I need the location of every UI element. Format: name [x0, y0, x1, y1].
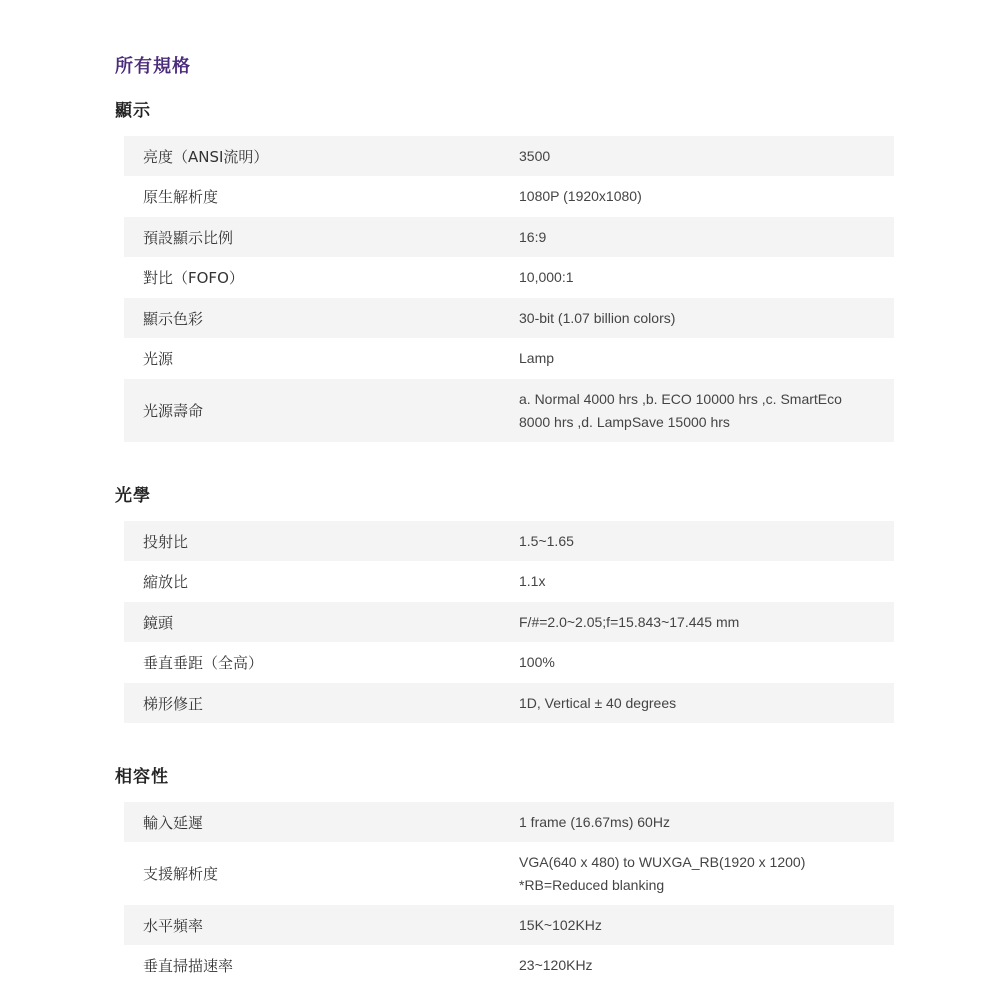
spec-value: 1080P (1920x1080): [519, 188, 642, 204]
spec-value: 1.1x: [519, 573, 546, 589]
spec-value: VGA(640 x 480) to WUXGA_RB(1920 x 1200) *RB=Reduced blanking: [519, 853, 806, 893]
spec-row: [124, 561, 894, 602]
spec-row: [124, 521, 894, 561]
spec-value: 3500: [519, 147, 551, 164]
spec-value: 16:9: [519, 228, 547, 245]
spec-row: [124, 136, 894, 176]
spec-label: 投射比: [143, 532, 189, 551]
spec-value: 23~120KHz: [519, 957, 593, 973]
spec-row: [124, 379, 894, 442]
spec-table-optics: [124, 521, 894, 723]
spec-row: [124, 338, 894, 379]
section-title-compatibility: 相容性: [115, 767, 169, 787]
spec-label: 原生解析度: [143, 188, 219, 206]
spec-value: 1 frame (16.67ms) 60Hz: [519, 813, 670, 830]
spec-label: 縮放比: [143, 573, 189, 591]
section-title-display: 顯示: [115, 101, 151, 121]
spec-row: [124, 683, 894, 723]
spec-label: 鏡頭: [143, 613, 174, 632]
spec-label: 水平頻率: [143, 916, 204, 935]
spec-row: [124, 802, 894, 842]
spec-row: [124, 842, 894, 905]
spec-label: 垂直掃描速率: [143, 957, 234, 975]
spec-row: [124, 602, 894, 642]
spec-value: 15K~102KHz: [519, 916, 602, 933]
page-title: 所有規格: [115, 56, 191, 77]
spec-value: 1.5~1.65: [519, 532, 574, 549]
spec-row: [124, 217, 894, 257]
spec-label: 垂直垂距（全高）: [143, 654, 264, 672]
spec-label: 預設顯示比例: [143, 228, 234, 247]
spec-value: a. Normal 4000 hrs ,b. ECO 10000 hrs ,c. SmartEco 8000 hrs ,d. LampSave 15000 hrs: [519, 390, 842, 430]
spec-row: [124, 945, 894, 986]
spec-row: [124, 642, 894, 683]
spec-row: [124, 257, 894, 298]
spec-label: 光源壽命: [143, 402, 204, 420]
spec-label: 對比（FOFO）: [143, 269, 244, 287]
spec-value: 30-bit (1.07 billion colors): [519, 309, 676, 326]
spec-label: 亮度（ANSI流明）: [143, 147, 269, 166]
spec-table-display: [124, 136, 894, 442]
spec-value: 10,000:1: [519, 269, 574, 285]
spec-label: 梯形修正: [143, 694, 204, 713]
section-title-optics: 光學: [115, 486, 151, 506]
spec-label: 顯示色彩: [143, 309, 204, 328]
spec-row: [124, 298, 894, 338]
spec-value: 100%: [519, 654, 555, 670]
spec-label: 光源: [143, 350, 174, 368]
spec-row: [124, 905, 894, 945]
spec-value: 1D, Vertical ± 40 degrees: [519, 694, 677, 711]
spec-value: F/#=2.0~2.05;f=15.843~17.445 mm: [519, 613, 740, 630]
spec-label: 輸入延遲: [143, 813, 204, 832]
spec-label: 支援解析度: [143, 865, 219, 883]
spec-table-compatibility: [124, 802, 894, 986]
spec-row: [124, 176, 894, 217]
spec-value: Lamp: [519, 350, 555, 366]
